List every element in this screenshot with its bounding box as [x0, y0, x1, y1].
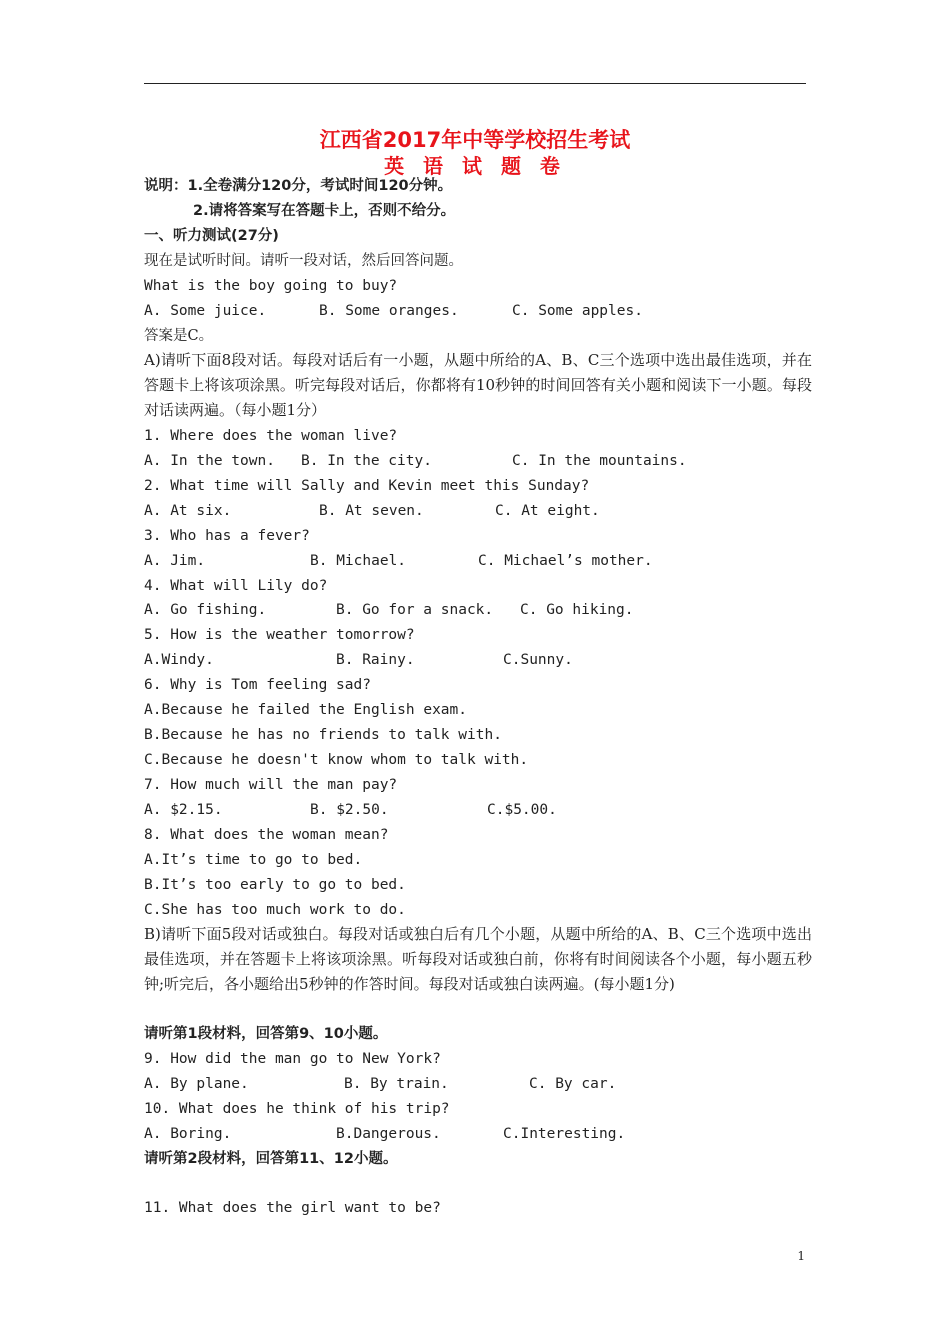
exam-subtitle: 英 语 试 题 卷 — [384, 154, 566, 178]
question-5: 5. How is the weather tomorrow? — [144, 627, 415, 643]
option-9b: B. By train. — [344, 1076, 449, 1092]
sample-option-c: C. Some apples. — [512, 303, 643, 319]
option-5a: A.Windy. — [144, 652, 214, 668]
question-6: 6. Why is Tom feeling sad? — [144, 677, 371, 693]
option-3c: C. Michael’s mother. — [478, 553, 653, 569]
option-4c: C. Go hiking. — [520, 602, 634, 618]
instructions-line-1: 说明：1.全卷满分120分，考试时间120分钟。 — [144, 178, 453, 194]
option-6c: C.Because he doesn't know whom to talk with. — [144, 752, 529, 768]
sample-intro: 现在是试听时间。请听一段对话，然后回答问题。 — [144, 253, 463, 269]
option-8a: A.It’s time to go to bed. — [144, 852, 363, 868]
option-10a: A. Boring. — [144, 1126, 232, 1142]
material-1-heading: 请听第1段材料，回答第9、10小题。 — [144, 1026, 388, 1042]
question-7: 7. How much will the man pay? — [144, 777, 398, 793]
option-5b: B. Rainy. — [336, 652, 415, 668]
option-8c: C.She has too much work to do. — [144, 902, 406, 918]
option-2c: C. At eight. — [495, 503, 600, 519]
option-1c: C. In the mountains. — [512, 453, 687, 469]
option-3a: A. Jim. — [144, 553, 206, 569]
option-7b: B. $2.50. — [310, 802, 389, 818]
option-3b: B. Michael. — [310, 553, 407, 569]
question-10: 10. What does he think of his trip? — [144, 1101, 450, 1117]
instructions-line-2: 2.请将答案写在答题卡上，否则不给分。 — [193, 203, 456, 219]
section-heading: 一、听力测试(27分) — [144, 228, 279, 244]
part-a-directions: A)请听下面8段对话。每段对话后有一小题，从题中所给的A、B、C三个选项中选出最佳选项，并在答题卡上将该项涂黑。听完每段对话后，你都将有10秒钟的时间回答有关小题和阅读下一小题。每段对话读两遍。（每小题1分） — [144, 351, 812, 419]
option-2a: A. At six. — [144, 503, 232, 519]
option-10c: C.Interesting. — [503, 1126, 626, 1142]
option-9a: A. By plane. — [144, 1076, 249, 1092]
option-7c: C.$5.00. — [487, 802, 557, 818]
option-10b: B.Dangerous. — [336, 1126, 441, 1142]
question-9: 9. How did the man go to New York? — [144, 1051, 441, 1067]
option-2b: B. At seven. — [319, 503, 424, 519]
option-8b: B.It’s too early to go to bed. — [144, 877, 406, 893]
option-5c: C.Sunny. — [503, 652, 573, 668]
material-2-heading: 请听第2段材料，回答第11、12小题。 — [144, 1151, 398, 1167]
option-1b: B. In the city. — [301, 453, 432, 469]
question-4: 4. What will Lily do? — [144, 578, 328, 594]
sample-option-b: B. Some oranges. — [319, 303, 459, 319]
option-4b: B. Go for a snack. — [336, 602, 494, 618]
header-rule — [144, 83, 806, 84]
question-3: 3. Who has a fever? — [144, 528, 310, 544]
question-8: 8. What does the woman mean? — [144, 827, 389, 843]
option-1a: A. In the town. — [144, 453, 275, 469]
sample-answer: 答案是C。 — [144, 328, 214, 344]
option-6b: B.Because he has no friends to talk with. — [144, 727, 502, 743]
question-11: 11. What does the girl want to be? — [144, 1200, 441, 1216]
part-b-directions: B)请听下面5段对话或独白。每段对话或独白后有几个小题，从题中所给的A、B、C三个选项中选出最佳选项，并在答题卡上将该项涂黑。听每段对话或独白前，你将有时间阅读各个小题，每小题五秒钟;听完后，各小题给出5秒钟的作答时间。每段对话或独白读两遍。(每小题1分) — [144, 925, 812, 993]
question-2: 2. What time will Sally and Kevin meet this Sunday? — [144, 478, 590, 494]
option-4a: A. Go fishing. — [144, 602, 267, 618]
sample-question: What is the boy going to buy? — [144, 278, 398, 294]
exam-title: 江西省2017年中等学校招生考试 — [319, 128, 631, 152]
option-9c: C. By car. — [529, 1076, 617, 1092]
sample-option-a: A. Some juice. — [144, 303, 267, 319]
page-number: 1 — [797, 1249, 805, 1263]
option-7a: A. $2.15. — [144, 802, 223, 818]
question-1: 1. Where does the woman live? — [144, 428, 398, 444]
option-6a: A.Because he failed the English exam. — [144, 702, 468, 718]
